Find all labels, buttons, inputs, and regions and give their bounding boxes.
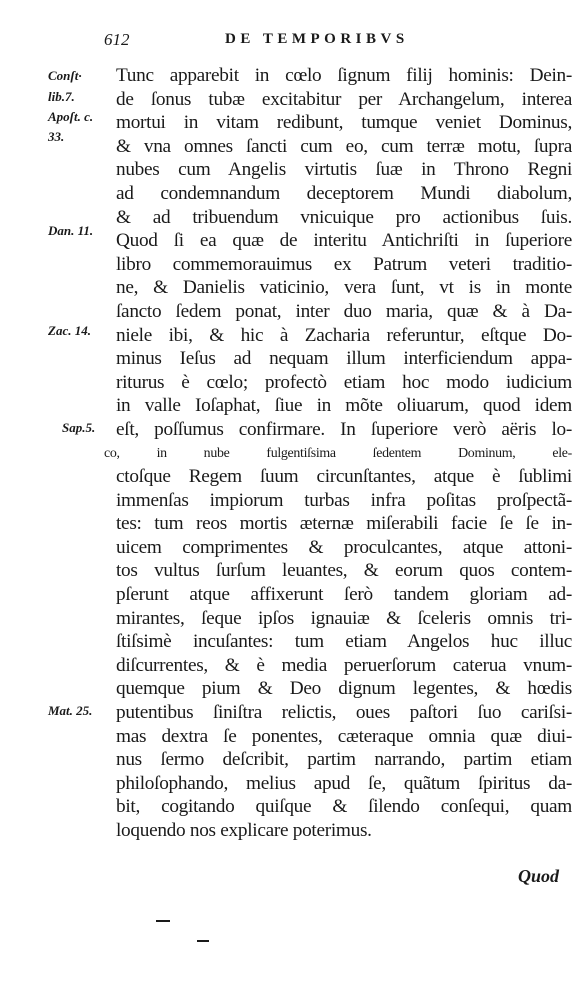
text-line: & vna omnes ſancti cum eo, cum terræ motu, ſupra — [116, 135, 572, 157]
margin-notes — [0, 0, 116, 987]
text-line: ſtiſsimè incuſantes: tum etiam Angelos huc illuc — [116, 631, 572, 653]
text-line: nus ſermo deſcribit, partim narrando, partim etiam — [116, 749, 572, 771]
text-line: ad condemnandum deceptorem Mundi diabolum, — [116, 182, 572, 204]
text-line: de ſonus tubæ excitabitur per Archangelum, interea — [116, 88, 572, 110]
text-line: loquendo nos explicare poterimus. — [116, 820, 372, 841]
text-line: tes: tum reos mortis æternæ miſerabili facie ſe ſe in- — [116, 513, 572, 535]
text-line: nubes cum Angelis virtutis ſuæ in Throno Regni — [116, 159, 572, 181]
text-line: ſancto ſedem ponat, inter duo maria, quæ & à Da- — [116, 300, 572, 322]
text-line: tos vultus ſurſum leuantes, & eorum quos contem- — [116, 560, 572, 582]
text-line: co, in nube fulgentiſsima ſedentem Dominum, ele- — [104, 445, 572, 461]
text-line: philoſophando, melius apud ſe, quãtum ſpiritus da- — [116, 772, 572, 794]
print-mark — [197, 940, 209, 942]
margin-note: lib.7. — [48, 89, 75, 104]
text-line: riturus è cœlo; profectò etiam hoc modo iudicium — [116, 371, 572, 393]
text-line: mortui in vitam redibunt, tumque veniet Dominus, — [116, 112, 572, 134]
text-line: in valle Ioſaphat, ſiue in mõte oliuarum, quod idem — [116, 395, 572, 417]
text-line: & ad tribuendum vnicuique pro actionibus ſuis. — [116, 206, 572, 228]
margin-note: Apoſt. c. — [48, 109, 94, 124]
text-line: immenſas impiorum turbas infra poſitas proſpectã- — [116, 489, 572, 511]
margin-note: Dan. 11. — [48, 223, 94, 238]
margin-note: 33. — [48, 129, 65, 144]
margin-note: Mat. 25. — [48, 703, 93, 718]
print-mark — [156, 920, 170, 922]
running-title: DE TEMPORIBVS — [225, 31, 409, 47]
text-line: eſt, poſſumus confirmare. In ſuperiore verò aëris lo- — [116, 418, 572, 440]
text-line: uicem comprimentes & proculcantes, atque attoni- — [116, 536, 572, 558]
text-line: quemque pium & Deo dignum legentes, & hœdis — [116, 678, 572, 700]
text-line: mas dextra ſe ponentes, cæteraque omnia quæ diui- — [116, 725, 572, 747]
text-line: bit, cogitando quiſque & ſilendo conſequi, quam — [116, 796, 572, 818]
catchword: Quod — [518, 866, 560, 886]
margin-note: Sap.5. — [62, 420, 96, 435]
text-line: Tunc apparebit in cœlo ſignum filij hominis: Dein- — [116, 65, 572, 86]
text-line: diſcurrentes, & è media peruerſorum caterua vnum- — [116, 654, 572, 676]
text-line: pſerunt atque affixerunt ſerò tandem gloriam ad- — [116, 584, 572, 606]
page-number: 612 — [104, 30, 130, 49]
text-line: ne, & Danielis vaticinio, vera ſunt, vt is in monte — [116, 277, 572, 299]
margin-note: Conſt· — [48, 68, 82, 83]
body-text — [104, 64, 572, 843]
text-line: mirantes, ſeque ipſos ignauiæ & ſceleris omnis tri- — [116, 607, 572, 629]
margin-note: Zac. 14. — [48, 323, 91, 338]
text-line: Quod ſi ea quæ de interitu Antichriſti in ſuperiore — [116, 230, 572, 252]
text-line: minus Ieſus ad nequam illum interficiendum appa- — [116, 348, 572, 370]
text-line: niele ibi, & hic à Zacharia referuntur, eſtque Do- — [116, 324, 572, 346]
text-line: libro commemorauimus ex Patrum veteri traditio- — [116, 253, 572, 275]
text-line: putentibus ſiniſtra relictis, oues paſtori ſuo cariſsi- — [116, 702, 572, 724]
text-line: ctoſque Regem ſuum circunſtantes, atque è ſublimi — [116, 466, 572, 488]
